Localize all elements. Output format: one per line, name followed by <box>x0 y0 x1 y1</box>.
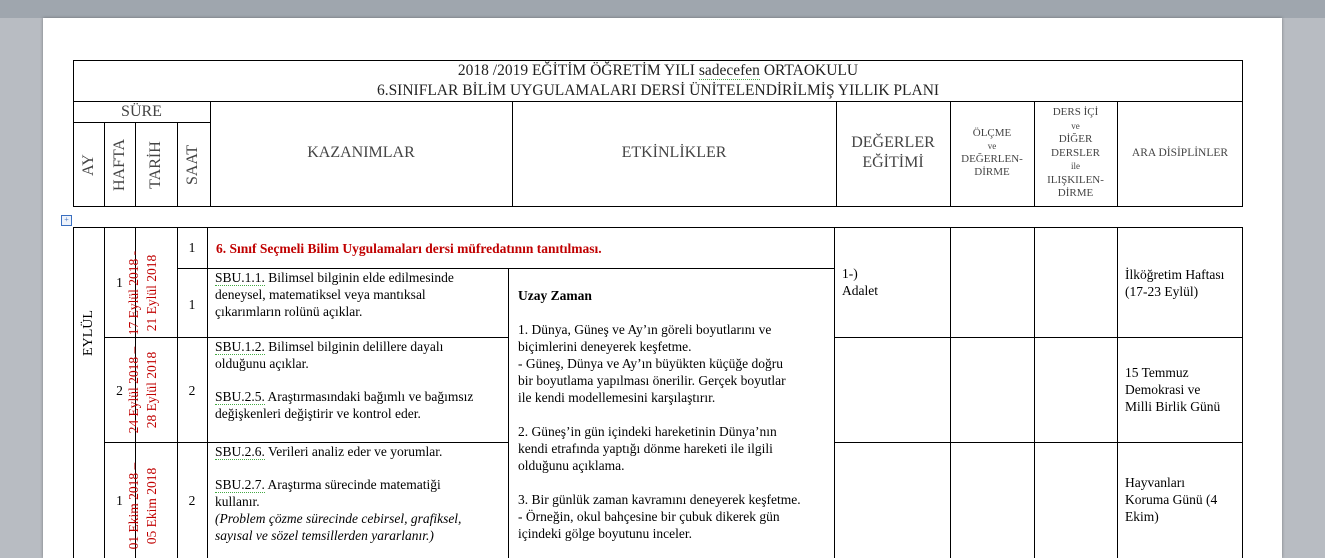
header-degerler: DEĞERLER EĞİTİMİ <box>851 134 935 171</box>
header-ay: AY <box>80 154 97 176</box>
kazanim-3: SBU.2.5. Araştırmasındaki bağımlı ve bağımsız değişkenleri değiştirir ve kontrol eder. <box>215 389 474 421</box>
degerler-value: 1-) Adalet <box>842 266 878 298</box>
document-title-line1: 2018 /2019 EĞİTİM ÖĞRETİM YILI sadecefen ORTAOKULU <box>457 62 859 79</box>
document-title-line2: 6.SINIFLAR BİLİM UYGULAMALARI DERSİ ÜNİTELENDİRİLMİŞ YILLIK PLANI <box>376 82 940 99</box>
ara-disiplin-3: Hayvanları Koruma Günü (4 Ekim) <box>1125 475 1218 524</box>
header-kazanimlar: KAZANIMLAR <box>307 144 415 161</box>
kazanim-5: SBU.2.7. Araştırma sürecinde matematiği kullanır. (Problem çözme sürecinde cebirsel, grafiksel, sayısal ve sözel temsillerden yararlanır.) <box>215 477 462 543</box>
week1-saat-b: 1 <box>188 297 196 312</box>
week3-hafta: 1 <box>116 493 123 508</box>
header-ders-ici: DERS İÇİ ve DİĞER DERSLER ile ILIŞKILEN- DİRME <box>1047 106 1104 199</box>
week1-tarih: 17 Eylül 2018 - 21 Eylül 2018 <box>126 250 159 336</box>
header-tarih: TARİH <box>147 141 164 189</box>
week2-hafta: 2 <box>116 383 123 398</box>
week2-saat: 2 <box>188 383 196 398</box>
kazanim-4: SBU.2.6. Verileri analiz eder ve yorumlar. <box>215 444 443 459</box>
table-move-handle-icon[interactable]: + <box>61 215 72 226</box>
kazanim-2: SBU.1.2. Bilimsel bilginin delillere dayalı olduğunu açıklar. <box>215 339 444 371</box>
header-olcme: ÖLÇME ve DEĞERLEN- DİRME <box>961 127 1023 178</box>
document-page <box>43 18 1282 558</box>
intro-text: 6. Sınıf Seçmeli Bilim Uygulamaları dersi müfredatının tanıtılması. <box>216 241 602 256</box>
ara-disiplin-2: 15 Temmuz Demokrasi ve Milli Birlik Günü <box>1125 365 1221 414</box>
header-hafta: HAFTA <box>111 138 128 192</box>
week2-tarih: 24 Eylül 2018 – 28 Eylül 2018 <box>126 346 159 434</box>
app-background <box>0 0 1325 18</box>
kazanim-1: SBU.1.1. Bilimsel bilginin elde edilmesinde deneysel, matematiksel veya mantıksal çıkarımların rolünü açıklar. <box>215 270 454 319</box>
month-label: EYLÜL <box>81 310 96 356</box>
week3-saat: 2 <box>188 493 196 508</box>
week3-tarih: 01 Ekim 2018 – 05 Ekim 2018 <box>126 462 159 550</box>
week1-saat-a: 1 <box>188 240 196 255</box>
ara-disiplin-1: İlköğretim Haftası (17-23 Eylül) <box>1125 267 1225 299</box>
etkinlik-title: Uzay Zaman <box>518 288 592 303</box>
header-etkinlikler: ETKİNLİKLER <box>621 144 727 161</box>
header-ara-disiplinler: ARA DİSİPLİNLER <box>1131 147 1229 159</box>
etkinlikler-content: Uzay Zaman 1. Dünya, Güneş ve Ay’ın göreli boyutlarını ve biçimlerini deneyerek keşfetme. - Güneş, Dünya ve Ay’ın büyükten küçüğe doğru bir boyutlama yapılması önerilir. Gerçek boyutlar ile kendi modellemesini karşılaştırır. 2. Güneş’in gün içindeki hareketinin Dünya’nın kendi etrafında yaptığı dönme hareketi ile ilgili olduğunu açıklama. 3. Bir günlük zaman kavramını deneyerek keşfetme. - Örneğin, okul bahçesine bir çubuk dikerek gün içindeki gölge boyutunu inceler. <box>518 287 830 542</box>
header-saat: SAAT <box>184 145 201 186</box>
week1-hafta: 1 <box>116 275 123 290</box>
header-sure: SÜRE <box>121 103 162 120</box>
